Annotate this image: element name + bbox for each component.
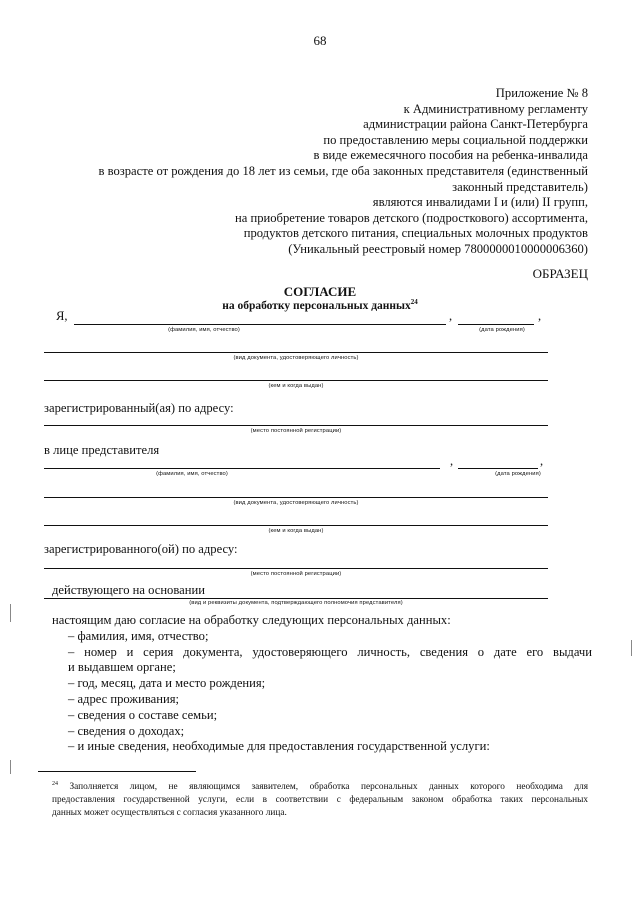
representative-label: в лице представителя <box>44 443 160 457</box>
footnote-line: предоставления государственной услуги, если в соответствии с федеральным законом обработка таких персональных <box>52 794 588 805</box>
consent-list <box>52 613 592 755</box>
document-title: СОГЛАСИЕ <box>283 284 357 299</box>
consent-item: – и иные сведения, необходимые для предоставления государственной услуги: <box>68 739 490 754</box>
consent-intro: настоящим даю согласие на обработку следующих персональных данных: <box>52 613 451 627</box>
appendix-line: продуктов детского питания, специальных молочных продуктов <box>243 226 588 241</box>
document-subtitle <box>0 298 640 312</box>
appendix-line: на приобретение товаров детского (подросткового) ассортимента, <box>235 210 588 225</box>
appendix-line: к Административному регламенту <box>403 101 588 116</box>
comma: , <box>540 454 544 468</box>
appendix-line: Приложение № 8 <box>495 86 588 100</box>
birth-date-field-line[interactable] <box>458 324 534 325</box>
caption-id-doc: (вид документа, удостоверяющего личность) <box>233 355 359 361</box>
consent-item: – номер и серия документа, удостоверяющего личность, сведения о дате его выдачи <box>68 644 592 659</box>
caption-authority-doc: (вид и реквизиты документа, подтверждающего полномочия представителя) <box>189 600 403 606</box>
consent-item: – фамилия, имя, отчество; <box>68 628 209 643</box>
page-number: 68 <box>313 33 327 48</box>
caption-reg-place-rep: (место постоянной регистрации) <box>250 571 342 577</box>
footnote-marker: 24 <box>52 781 58 787</box>
footnote-ref: 24 <box>410 298 418 306</box>
rep-id-doc-field-line[interactable] <box>44 497 548 498</box>
sample-label: ОБРАЗЕЦ <box>532 266 588 281</box>
scan-margin-mark <box>10 760 11 774</box>
caption-id-doc-rep: (вид документа, удостоверяющего личность) <box>233 500 359 506</box>
caption-reg-place: (место постоянной регистрации) <box>250 428 342 434</box>
footnote-line <box>52 778 588 794</box>
footnote <box>52 778 588 819</box>
rep-issued-field-line[interactable] <box>44 525 548 526</box>
appendix-line: являются инвалидами I и (или) II групп, <box>372 195 588 210</box>
authority-doc-field-line[interactable] <box>44 598 548 599</box>
rep-reg-address-field-line[interactable] <box>44 568 548 569</box>
acting-label: действующего на основании <box>52 583 205 597</box>
appendix-line: законный представитель) <box>452 179 588 194</box>
consent-item: – год, месяц, дата и место рождения; <box>68 676 266 691</box>
consent-item: – адрес проживания; <box>68 691 179 706</box>
footnote-divider <box>38 771 196 772</box>
subtitle-text: на обработку персональных данных <box>222 299 411 312</box>
appendix-header <box>99 86 589 258</box>
consent-item-continued: и выдавшем органе; <box>68 660 176 675</box>
consent-item: – сведения о доходах; <box>68 723 185 738</box>
registered-rep-label: зарегистрированного(ой) по адресу: <box>44 542 238 556</box>
appendix-line: в виде ежемесячного пособия на ребенка-инвалида <box>313 148 588 163</box>
caption-fio: (фамилия, имя, отчество) <box>168 327 240 333</box>
footnote-text: Заполняется лицом, не являющимся заявителем, обработка персональных данных которого необходима для <box>69 782 589 793</box>
caption-birth-date: (дата рождения) <box>479 327 525 333</box>
rep-fio-field-line[interactable] <box>44 468 440 469</box>
appendix-line: (Уникальный реестровый номер 7800000010000006360) <box>288 241 588 256</box>
scan-margin-mark <box>631 640 632 656</box>
ya-label: Я, <box>56 309 68 323</box>
caption-birth-date-rep: (дата рождения) <box>495 471 541 477</box>
appendix-line: администрации района Санкт-Петербурга <box>363 117 588 132</box>
appendix-line: по предоставлению меры социальной поддержки <box>323 132 588 147</box>
caption-issued: (кем и когда выдан) <box>268 383 324 389</box>
footnote-line: данных может осуществляться с согласия указанного лица. <box>52 807 287 818</box>
scan-margin-mark <box>10 604 11 622</box>
comma: , <box>538 309 542 323</box>
caption-fio-rep: (фамилия, имя, отчество) <box>156 471 228 477</box>
caption-issued-rep: (кем и когда выдан) <box>268 528 324 534</box>
comma: , <box>449 309 453 323</box>
appendix-line: в возрасте от рождения до 18 лет из семьи, где оба законных представителя (единственный <box>98 163 588 178</box>
id-doc-field-line[interactable] <box>44 352 548 353</box>
issued-field-line[interactable] <box>44 380 548 381</box>
comma: , <box>450 454 454 468</box>
fio-field-line[interactable] <box>74 324 446 325</box>
consent-item: – сведения о составе семьи; <box>68 707 218 722</box>
registered-label: зарегистрированный(ая) по адресу: <box>44 401 234 415</box>
reg-address-field-line[interactable] <box>44 425 548 426</box>
rep-birth-date-field-line[interactable] <box>458 468 538 469</box>
